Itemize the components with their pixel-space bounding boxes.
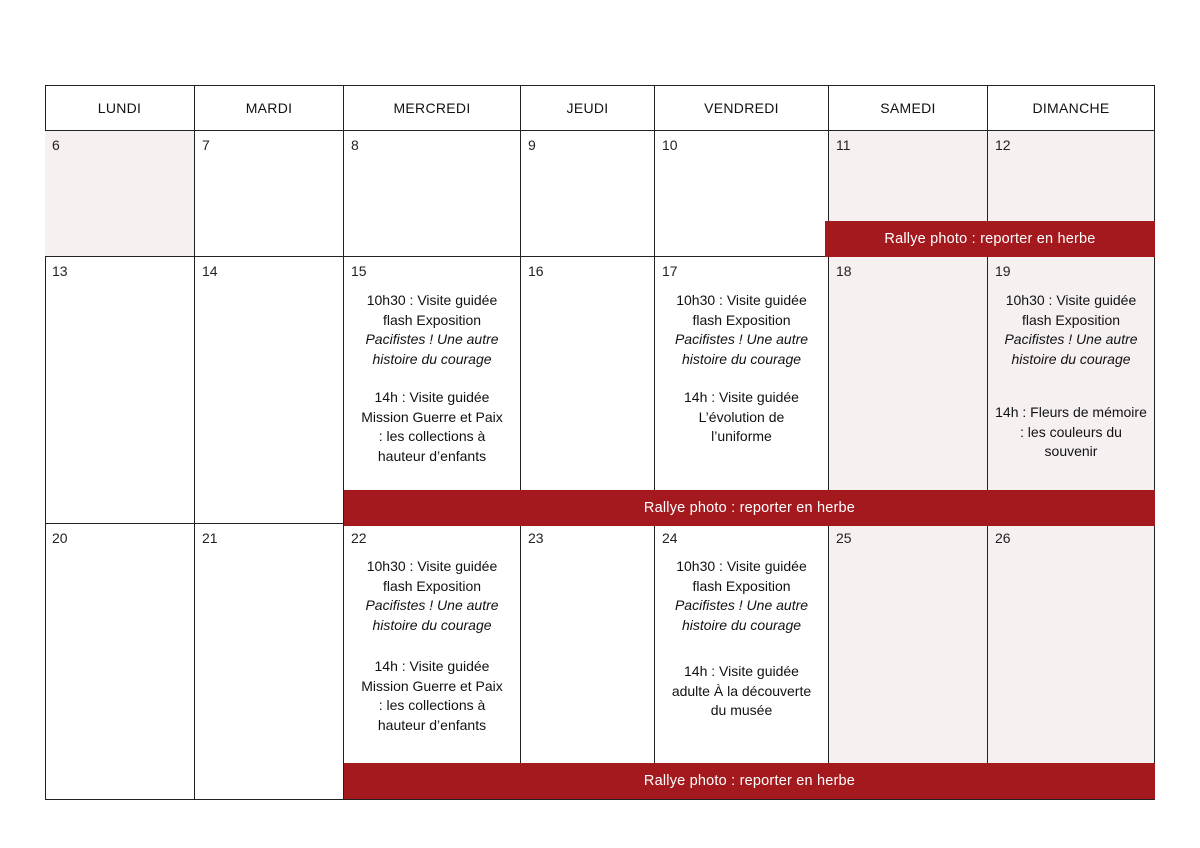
day-cell	[344, 257, 521, 524]
event-text: histoire du courage	[1011, 350, 1131, 367]
day-cell	[655, 257, 829, 524]
event-expo-pacifistes[interactable]	[348, 291, 516, 466]
event-text: hauteur d’enfants	[377, 716, 487, 733]
day-label: SAMEDI	[880, 99, 936, 116]
date-number: 26	[995, 530, 1011, 546]
header-jeudi	[521, 85, 655, 131]
banner-label: Rallye photo : reporter en herbe	[884, 231, 1096, 247]
day-cell	[195, 131, 344, 257]
date-number: 12	[995, 137, 1011, 153]
banner-label: Rallye photo : reporter en herbe	[643, 500, 856, 516]
day-cell	[829, 524, 988, 800]
date-number: 21	[202, 530, 218, 546]
event-text: Mission Guerre et Paix	[361, 408, 503, 425]
event-text: Pacifistes ! Une autre	[365, 597, 499, 613]
date-number: 6	[52, 137, 60, 153]
event-text: 14h : Visite guidée	[684, 389, 799, 405]
rallye-banner[interactable]	[344, 763, 1155, 799]
day-cell	[521, 257, 655, 524]
banner-label: Rallye photo : reporter en herbe	[643, 773, 856, 789]
day-cell	[655, 524, 829, 800]
day-cell	[195, 524, 344, 800]
day-cell	[521, 524, 655, 800]
date-number: 17	[662, 263, 678, 279]
event-text: 14h : Visite guidée	[374, 389, 490, 405]
event-text: flash Exposition	[382, 311, 482, 328]
date-number: 7	[202, 137, 210, 153]
event-text: 10h30 : Visite guidée	[676, 558, 807, 574]
event-text: flash Exposition	[692, 577, 791, 594]
day-cell	[344, 131, 521, 257]
header-lundi	[45, 85, 195, 131]
date-number: 25	[836, 530, 852, 546]
event-text: 10h30 : Visite guidée	[1005, 292, 1137, 308]
date-number: 19	[995, 263, 1011, 279]
event-text: : les collections à	[378, 428, 486, 444]
date-number: 14	[202, 263, 218, 279]
event-text: flash Exposition	[382, 577, 482, 594]
day-cell	[45, 131, 195, 257]
day-label: JEUDI	[566, 99, 609, 116]
event-text: histoire du courage	[681, 350, 802, 367]
event-expo-pacifistes[interactable]	[659, 291, 824, 447]
date-number: 23	[528, 530, 544, 546]
event-text: 10h30 : Visite guidée	[366, 558, 498, 574]
rallye-banner[interactable]	[825, 221, 1155, 257]
date-number: 9	[528, 137, 536, 153]
header-samedi	[829, 85, 988, 131]
day-label: LUNDI	[97, 99, 142, 116]
event-text: histoire du courage	[372, 350, 492, 367]
event-text: adulte À la découverte	[671, 682, 812, 699]
event-text: du musée	[710, 702, 773, 718]
date-number: 13	[52, 263, 68, 279]
event-text: hauteur d’enfants	[377, 447, 487, 464]
day-cell	[195, 257, 344, 524]
day-label: MARDI	[245, 99, 293, 116]
date-number: 8	[351, 137, 359, 153]
event-text: histoire du courage	[372, 616, 492, 633]
event-expo-pacifistes[interactable]	[348, 557, 516, 735]
day-cell	[988, 524, 1155, 800]
calendar-grid	[45, 85, 1155, 800]
event-text: Pacifistes ! Une autre	[674, 331, 809, 347]
rallye-banner[interactable]	[344, 490, 1155, 526]
date-number: 18	[836, 263, 852, 279]
day-cell	[829, 257, 988, 524]
day-cell	[45, 257, 195, 524]
day-label: MERCREDI	[393, 99, 471, 116]
event-text: : les collections à	[378, 697, 486, 713]
header-vendredi	[655, 85, 829, 131]
event-text: Pacifistes ! Une autre	[365, 331, 499, 347]
event-text: : les couleurs du	[1020, 423, 1122, 440]
event-text: flash Exposition	[692, 311, 791, 328]
date-number: 15	[351, 263, 367, 279]
date-number: 20	[52, 530, 68, 546]
event-text: souvenir	[1044, 443, 1098, 459]
date-number: 24	[662, 530, 678, 546]
header-mercredi	[344, 85, 521, 131]
event-text: flash Exposition	[1021, 311, 1121, 328]
event-text: 10h30 : Visite guidée	[366, 292, 498, 308]
date-number: 22	[351, 530, 367, 546]
header-mardi	[195, 85, 344, 131]
date-number: 10	[662, 137, 678, 153]
date-number: 11	[836, 137, 851, 153]
event-text: 10h30 : Visite guidée	[676, 292, 807, 308]
event-text: Pacifistes ! Une autre	[1004, 331, 1138, 347]
event-text: L’évolution de	[698, 408, 785, 425]
day-cell	[655, 131, 829, 257]
event-text: 14h : Fleurs de mémoire	[995, 404, 1147, 420]
event-text: Mission Guerre et Paix	[361, 677, 503, 694]
event-text: 14h : Visite guidée	[684, 663, 799, 679]
event-text: histoire du courage	[681, 616, 802, 633]
event-text: Pacifistes ! Une autre	[674, 597, 809, 613]
day-label: VENDREDI	[704, 99, 779, 116]
event-expo-pacifistes[interactable]	[992, 291, 1150, 462]
date-number: 16	[528, 263, 544, 279]
day-cell	[521, 131, 655, 257]
event-expo-pacifistes[interactable]	[659, 557, 824, 721]
day-cell	[45, 524, 195, 800]
event-text: 14h : Visite guidée	[374, 658, 490, 674]
day-cell	[988, 257, 1155, 524]
header-dimanche	[988, 85, 1155, 131]
day-cell	[344, 524, 521, 800]
day-label: DIMANCHE	[1032, 99, 1110, 116]
event-text: l’uniforme	[711, 428, 772, 444]
